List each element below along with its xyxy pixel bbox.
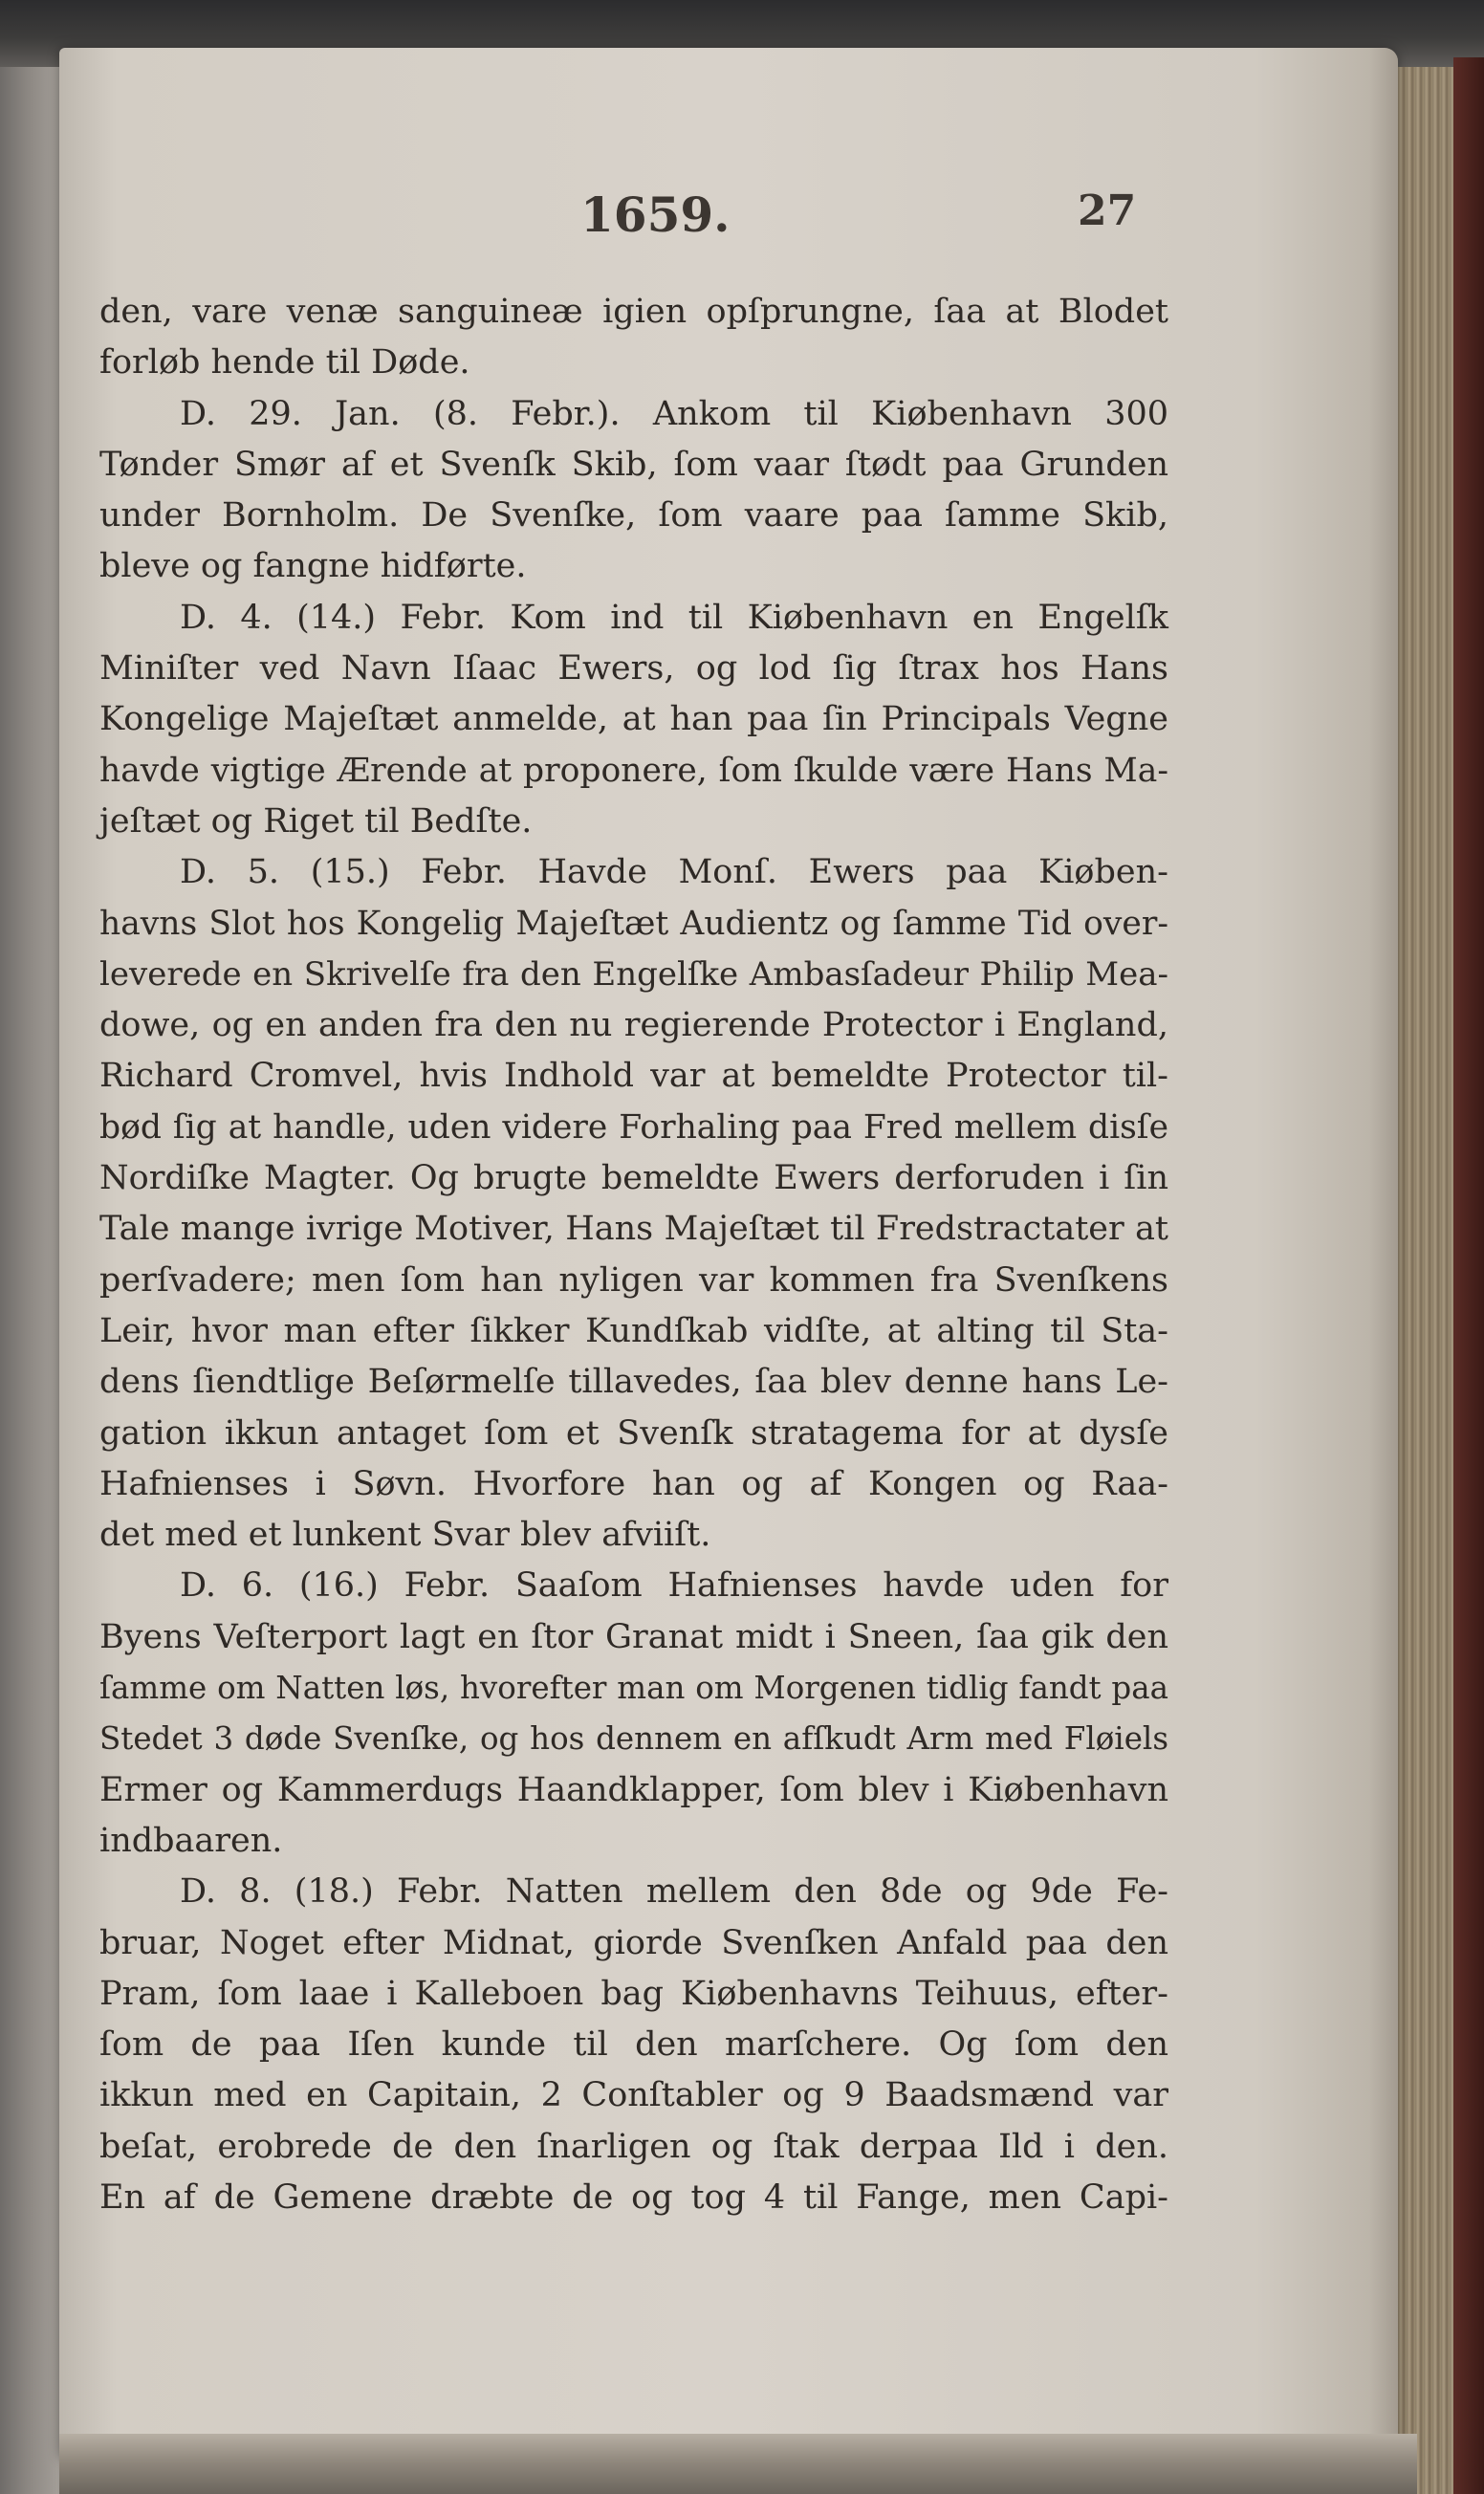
text-line: ſom de paa Iſen kunde til den marſchere. Og ſom den: [99, 2025, 1168, 2065]
text-line: beſat, erobrede de den ſnarligen og ſtak derpaa Ild i den.: [99, 2127, 1168, 2166]
page-number: 27: [1078, 186, 1137, 235]
text-line: forløb hende til Døde.: [99, 343, 470, 383]
text-line: Tønder Smør af et Svenſk Skib, ſom vaar ſtødt paa Grunden: [99, 445, 1168, 484]
text-line: Byens Veſterport lagt en ſtor Granat midt i Sneen, ſaa gik den: [99, 1617, 1168, 1656]
text-line: Tale mange ivrige Motiver, Hans Majeſtæt til Fredstractater at: [99, 1210, 1168, 1249]
text-line: Richard Cromvel, hvis Indhold var at bemeldte Protector til-: [99, 1057, 1168, 1096]
text-line: dowe, og en anden fra den nu regierende Protector i England,: [99, 1006, 1168, 1045]
text-line: jeſtæt og Riget til Bedſte.: [99, 801, 533, 841]
text-line: gation ikkun antaget ſom et Svenſk stratagema for at dysſe: [99, 1413, 1168, 1453]
text-line: den, vare venæ sanguineæ igien opſprungne, ſaa at Blodet: [99, 293, 1168, 331]
text-line: perſvadere; men ſom han nyligen var kommen fra Svenſkens: [99, 1260, 1168, 1300]
text-line: det med et lunkent Svar blev afviiſt.: [99, 1516, 711, 1555]
text-line: ſamme om Natten løs, hvorefter man om Morgenen tidlig fandt paa: [99, 1670, 1168, 1707]
text-line: leverede en Skrivelſe fra den Engelſke Ambasſadeur Philip Mea-: [99, 954, 1168, 994]
text-line: D. 8. (18.) Febr. Natten mellem den 8de og 9de Fe-: [180, 1872, 1168, 1912]
text-line: D. 4. (14.) Febr. Kom ind til Kiøbenhavn en Engelſk: [180, 598, 1168, 637]
book-binding: [1453, 57, 1484, 2494]
text-line: bruar, Noget efter Midnat, giorde Svenſken Anfald paa den: [99, 1923, 1168, 1962]
text-line: D. 5. (15.) Febr. Havde Monſ. Ewers paa Kiøben-: [180, 853, 1168, 892]
text-line: bleve og fangne hidførte.: [99, 547, 527, 586]
running-header: [59, 177, 1398, 253]
text-line: bød ſig at handle, uden videre Forhaling paa Fred mellem disſe: [99, 1107, 1168, 1147]
text-line: D. 29. Jan. (8. Febr.). Ankom til Kiøbenhavn 300: [180, 394, 1168, 433]
text-line: Hafnienses i Søvn. Hvorfore han og af Kongen og Raa-: [99, 1464, 1168, 1503]
text-line: En af de Gemene dræbte de og tog 4 til Fange, men Capi-: [99, 2177, 1168, 2217]
text-line: havde vigtige Ærende at proponere, ſom ſkulde være Hans Ma-: [99, 751, 1168, 790]
text-line: Miniſter ved Navn Iſaac Ewers, og lod ſig ſtrax hos Hans: [99, 649, 1168, 689]
text-line: Kongelige Majeſtæt anmelde, at han paa ſin Principals Vegne: [99, 700, 1168, 739]
text-line: under Bornholm. De Svenſke, ſom vaare paa ſamme Skib,: [99, 496, 1168, 536]
body-text: [99, 287, 1168, 2223]
header-year: 1659.: [580, 186, 731, 243]
page-bottom-edge: [59, 2434, 1417, 2494]
text-line: indbaaren.: [99, 1821, 283, 1860]
text-line: D. 6. (16.) Febr. Saaſom Hafnienses havde uden for: [180, 1566, 1168, 1606]
text-line: ikkun med en Capitain, 2 Conſtabler og 9 Baadsmænd var: [99, 2076, 1168, 2115]
text-line: Nordiſke Magter. Og brugte bemeldte Ewers derforuden i ſin: [99, 1159, 1168, 1198]
text-line: Leir, hvor man efter ſikker Kundſkab vidſte, at alting til Sta-: [99, 1311, 1168, 1350]
text-line: Pram, ſom laae i Kalleboen bag Kiøbenhavns Teihuus, efter-: [99, 1974, 1168, 2013]
text-line: dens ſiendtlige Beſørmelſe tillavedes, ſaa blev denne hans Le-: [99, 1363, 1168, 1402]
text-line: havns Slot hos Kongelig Majeſtæt Audientz og ſamme Tid over-: [99, 904, 1168, 943]
text-line: Stedet 3 døde Svenſke, og hos dennem en afſkudt Arm med Fløiels: [99, 1720, 1168, 1758]
text-line: Ermer og Kammerdugs Haandklapper, ſom blev i Kiøbenhavn: [99, 1770, 1168, 1809]
